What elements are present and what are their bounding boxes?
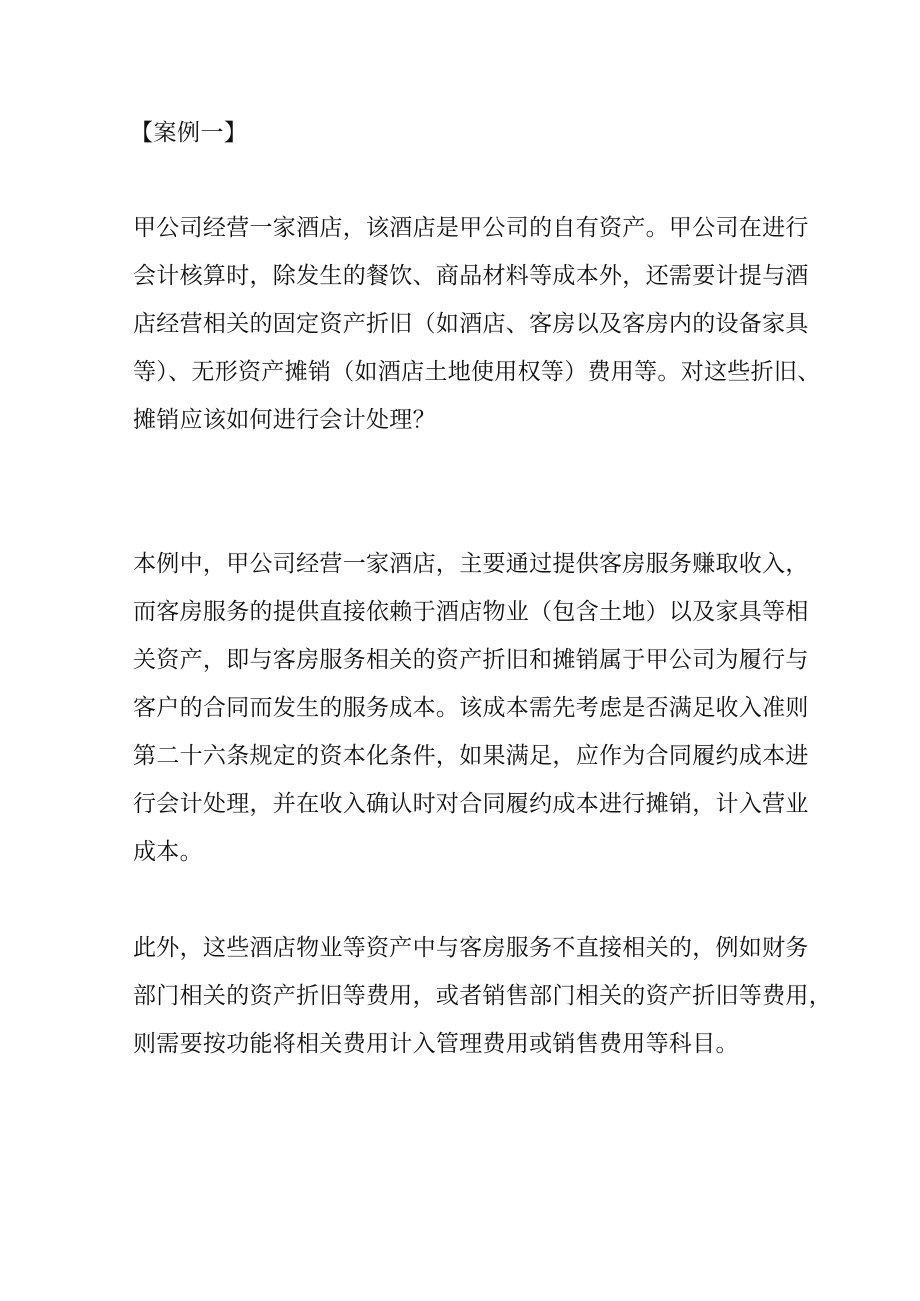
paragraph-line: 则需要按功能将相关费用计入管理费用或销售费用等科目。 <box>133 1031 739 1057</box>
paragraph-line: 本例中，甲公司经营一家酒店，主要通过提供客房服务赚取收入， <box>133 551 809 577</box>
paragraph-line: 等）、无形资产摊销（如酒店土地使用权等）费用等。对这些折旧、 <box>133 359 821 385</box>
paragraph-line: 成本。 <box>133 839 203 865</box>
question-paragraph <box>133 204 821 444</box>
paragraph-line: 而客房服务的提供直接依赖于酒店物业（包含土地）以及家具等相 <box>133 599 809 625</box>
paragraph-line: 甲公司经营一家酒店，该酒店是甲公司的自有资产。甲公司在进行 <box>133 215 809 241</box>
paragraph-line: 摊销应该如何进行会计处理？ <box>133 407 436 433</box>
paragraph-line: 行会计处理，并在收入确认时对合同履约成本进行摊销，计入营业 <box>133 791 809 817</box>
paragraph-line: 会计核算时，除发生的餐饮、商品材料等成本外，还需要计提与酒 <box>133 263 809 289</box>
paragraph-line: 关资产，即与客房服务相关的资产折旧和摊销属于甲公司为履行与 <box>133 647 809 673</box>
paragraph-line: 店经营相关的固定资产折旧（如酒店、客房以及客房内的设备家具 <box>133 311 809 337</box>
additional-paragraph <box>133 924 832 1068</box>
case-heading: 【案例一】 <box>130 120 248 146</box>
paragraph-line: 客户的合同而发生的服务成本。该成本需先考虑是否满足收入准则 <box>133 695 809 721</box>
paragraph-line: 第二十六条规定的资本化条件，如果满足，应作为合同履约成本进 <box>133 743 809 769</box>
paragraph-line: 部门相关的资产折旧等费用，或者销售部门相关的资产折旧等费用， <box>133 983 832 1009</box>
analysis-paragraph <box>133 540 809 876</box>
paragraph-line: 此外，这些酒店物业等资产中与客房服务不直接相关的，例如财务 <box>133 935 809 961</box>
